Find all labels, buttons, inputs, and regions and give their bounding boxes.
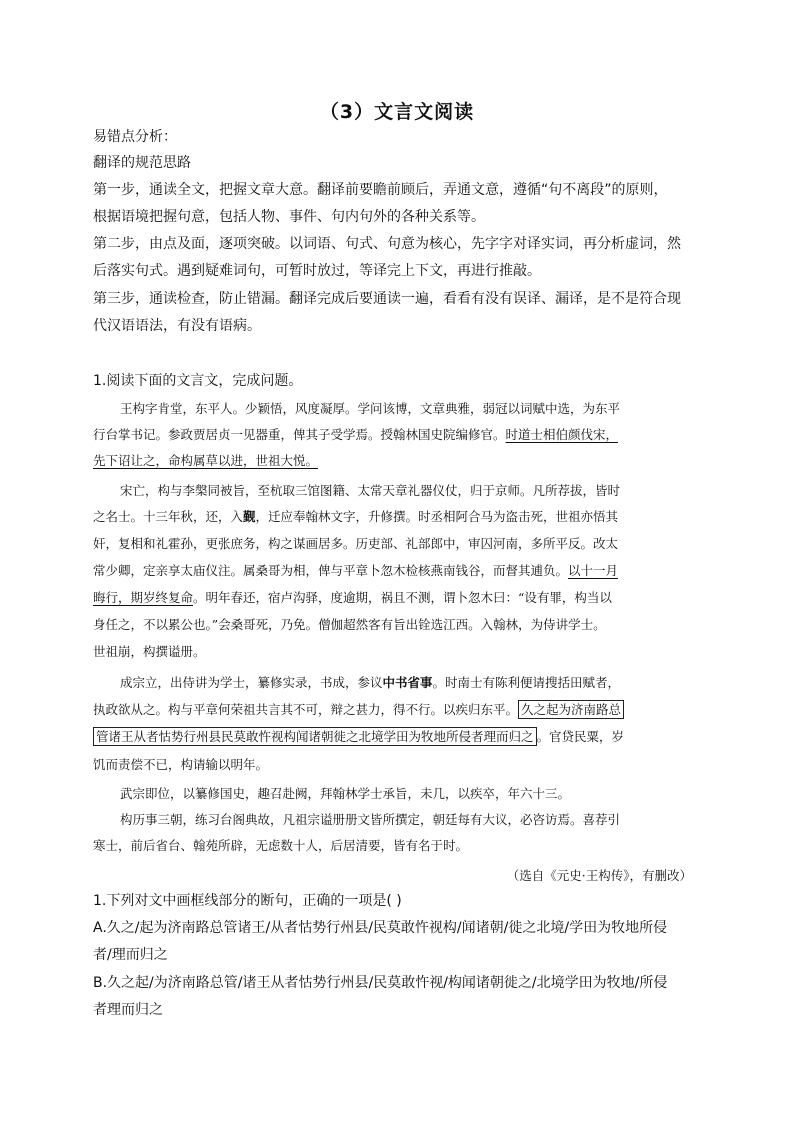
passage-p3-line2 — [93, 701, 705, 719]
passage-text: 觐 — [243, 509, 256, 524]
option-a-line1: A.久之/起为济南路总管诸王/从者怙势行州县/民莫敢忤视构/闻诸朝/徙之北境/学田为牧地所侵 — [93, 920, 668, 936]
passage-text: 执政欲从之。构与平章何荣祖共言其不可，辩之甚力，得不行。以疾归东平。 — [93, 702, 519, 717]
passage-text: 行台掌书记。参政贾居贞一见器重，俾其子受学焉。授翰林国史院编修官。 — [93, 427, 506, 442]
option-b-line2: 者理而归之 — [93, 1002, 163, 1018]
passage-source: （选自《元史·王构传》，有删改） — [506, 868, 692, 883]
passage-p5-line2: 寒士，前后省台、翰苑所辟，无虑数十人，后居清要，皆有名于时。 — [93, 838, 469, 853]
intro-subheading: 翻译的规范思路 — [93, 155, 191, 171]
underlined-sentence: 时道士相伯颜伐宋， — [505, 427, 619, 442]
passage-text: 常少卿，定亲享太庙仪注。属桑哥为相，俾与平章卜忽木检核燕南钱谷，而督其逋负。 — [93, 563, 569, 578]
passage-text: 成宗立，出侍讲为学士，纂修实录，书成，参议 — [120, 675, 383, 690]
question-stem: 1.下列对文中画框线部分的断句，正确的一项是( ) — [93, 893, 402, 909]
passage-p4: 武宗即位，以纂修国史，趣召赴阙，拜翰林学士承旨，未几，以疾卒，年六十三。 — [120, 786, 571, 801]
boxed-sentence: 久之起为济南路总 — [518, 700, 624, 719]
passage-text: ，迁应奉翰林文字，升修撰。时丞相阿合马为盗击死，世祖亦悟其 — [255, 509, 619, 524]
passage-text: 中书省事 — [382, 675, 433, 690]
intro-step3-line2: 代汉语语法，有没有语病。 — [93, 318, 261, 334]
passage-p2-line3: 奸，复相和礼霍孙，更张庶务，构之谋画居多。历吏部、礼部郎中，审囚河南，多所平反。改太 — [93, 536, 619, 551]
passage-p2-line2 — [93, 508, 705, 526]
passage-p2-line7: 世祖崩，构撰谥册。 — [93, 644, 206, 659]
intro-step2-line1: 第二步，由点及面，逐项突破。以词语、句式、句意为核心，先字字对译实词，再分析虚词，然 — [93, 236, 681, 252]
passage-p1-line1 — [120, 400, 732, 418]
passage-p1-line3 — [93, 452, 705, 470]
passage-text: 王构字肯堂，东平人。少颖悟，风度凝厚。学问该博，文章典雅，弱冠以词赋中选，为东平 — [120, 401, 621, 416]
underlined-sentence: 先下诏让之，命构属草以进，世祖大悦。 — [93, 453, 319, 468]
passage-p3-line3 — [93, 728, 705, 746]
boxed-sentence: 管诸王从者怙势行州县民莫敢忤视构闻诸朝徙之北境学田为牧地所侵者理而归之 — [93, 727, 537, 746]
intro-step2-line2: 后落实句式。遇到疑难词句，可暂时放过，等译完上下文，再进行推敲。 — [93, 263, 541, 279]
question-intro: 1.阅读下面的文言文，完成问题。 — [93, 373, 303, 389]
page-title: （3）文言文阅读 — [319, 101, 475, 123]
underlined-sentence: 晦行，期岁终复命 — [93, 590, 194, 605]
intro-step1-line1: 第一步，通读全文，把握文章大意。翻译前要瞻前顾后，弄通文意，遵循“句不离段”的原则， — [93, 182, 668, 198]
passage-text: 之名士。十三年秋，还，入 — [93, 509, 244, 524]
intro-step1-line2: 根据语境把握句意，包括人物、事件、句内句外的各种关系等。 — [93, 209, 485, 225]
passage-p3-line4: 饥而责偿不已，构请输以明年。 — [93, 757, 269, 772]
intro-step3-line1: 第三步，通读检查，防止错漏。翻译完成后要通读一遍，看看有没有误译、漏译，是不是符合现 — [93, 291, 681, 307]
passage-p3-line1 — [120, 674, 732, 692]
passage-p2-line6: 身任之，不以累公也。”会桑哥死，乃免。僧伽超然客有旨出铨选江西。入翰林，为侍讲学士。 — [93, 617, 606, 632]
passage-text: 。时南士有陈利便请搜括田赋者， — [432, 675, 621, 690]
passage-text: 。官贷民粟，岁 — [536, 729, 625, 744]
passage-p5-line1: 构历事三朝，练习台阁典故，凡祖宗谥册册文皆所撰定，朝廷每有大议，必咨访焉。喜荐引 — [120, 812, 621, 827]
underlined-sentence: 以十一月 — [568, 563, 619, 578]
passage-p2-line5 — [93, 589, 705, 607]
intro-heading: 易错点分析： — [93, 129, 177, 145]
passage-p2-line1: 宋亡，构与李槃同被旨，至杭取三馆图籍、太常天章礼器仪仗，归于京师。凡所荐拔，皆时 — [120, 483, 621, 498]
option-a-line2: 者/理而归之 — [93, 947, 168, 963]
option-b-line1: B.久之起/为济南路总管/诸王从者怙势行州县/民莫敢忤视/构闻诸朝徙之/北境学田为牧地/所侵 — [93, 975, 668, 991]
passage-p1-line2 — [93, 426, 705, 444]
passage-p2-line4 — [93, 562, 705, 580]
passage-text: 。明年春还，宿卢沟驿，度逾期，祸且不测，谓卜忽木曰：“设有罪，构当以 — [193, 590, 612, 605]
